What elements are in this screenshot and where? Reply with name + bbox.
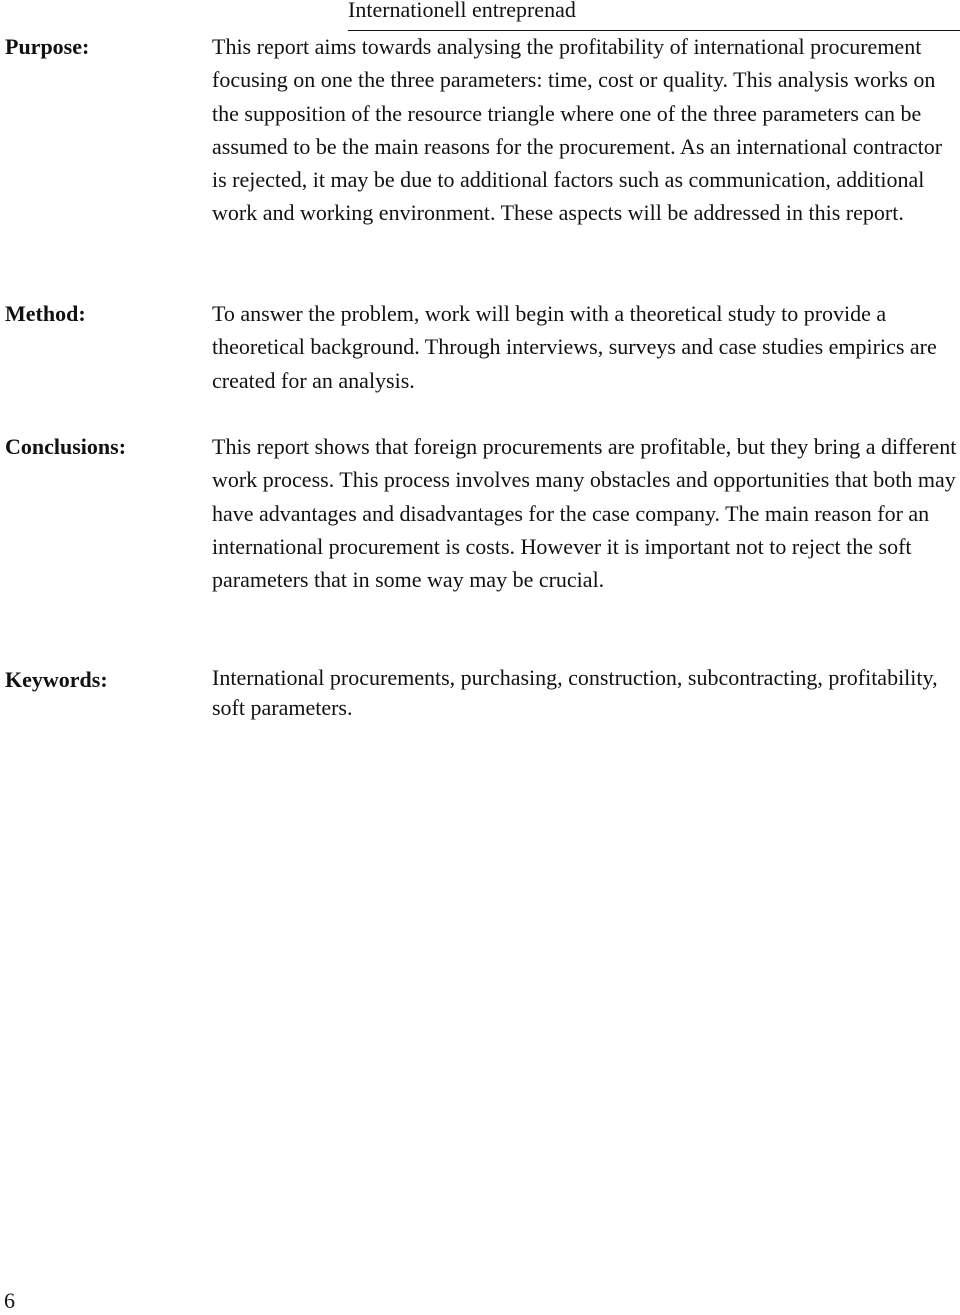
conclusions-label: Conclusions:: [5, 434, 127, 459]
method-label: Method:: [5, 301, 86, 326]
purpose-label: Purpose:: [5, 34, 90, 59]
keywords-text: International procurements, purchasing, construction, subcontracting, profitability, soft parameters.: [212, 665, 938, 720]
keywords-label: Keywords:: [5, 667, 108, 692]
running-header-title: Internationell entreprenad: [348, 0, 576, 22]
purpose-text: This report aims towards analysing the profitability of international procurement focusing on one the three parameters: time, cost or quality. This analysis works on the supposition of the resource triangle where one of the three parameters can be assumed to be the main reasons for the procurement. As an international contractor is rejected, it may be due to additional factors such as communication, additional work and working environment. These aspects will be addressed in this report.: [212, 34, 943, 226]
method-text: To answer the problem, work will begin with a theoretical study to provide a theoretical background. Through interviews, surveys and case studies empirics are created for an analysis.: [212, 301, 937, 393]
conclusions-text: This report shows that foreign procurements are profitable, but they bring a different work process. This process involves many obstacles and opportunities that both may have advantages and disadvantages for the case company. The main reason for an international procurement is costs. However it is important not to reject the soft parameters that in some way may be crucial.: [212, 434, 957, 593]
page-number: 6: [4, 1288, 15, 1313]
